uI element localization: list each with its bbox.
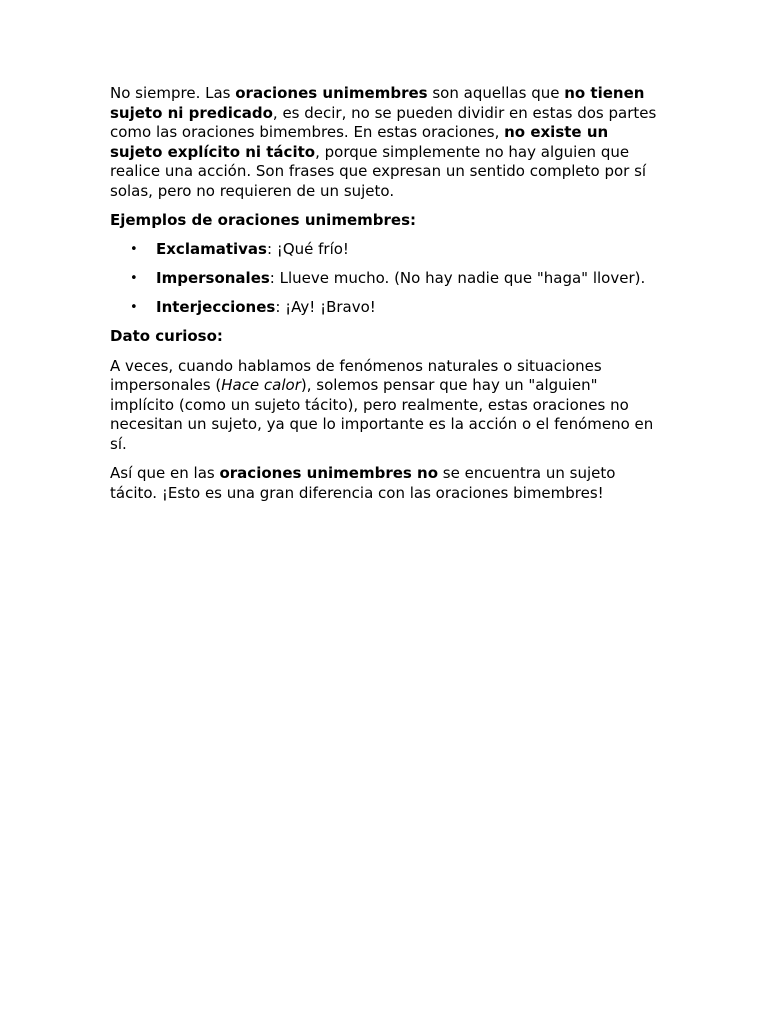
conclusion-paragraph [110, 464, 658, 503]
curious-text-2: ), solemos pensar que hay un "alguien" implícito (como un sujeto tácito), pero realmente, estas oraciones no necesitan un sujeto, ya que lo importante es la acción o el fenómeno en sí. [110, 376, 654, 453]
intro-text-1: No siempre. Las [110, 84, 236, 102]
intro-text-3: , es decir, no se pueden dividir en estas dos partes como las oraciones bimembres. En estas oraciones, [110, 103, 657, 142]
curious-italic-example: Hace calor [221, 376, 301, 395]
curious-heading-text: Dato curioso: [110, 327, 223, 346]
example-term: Impersonales [156, 269, 270, 288]
bullet-icon: • [130, 300, 138, 316]
example-item-interjecciones [110, 298, 658, 318]
intro-bold-2: no tienen sujeto ni predicado [110, 84, 645, 122]
intro-bold-3: no existe un sujeto explícito ni tácito [110, 123, 609, 161]
conclusion-text-2: se encuentra un sujeto tácito. ¡Esto es una gran diferencia con las oraciones bimembres! [110, 464, 616, 502]
examples-list [110, 240, 658, 318]
example-text: : ¡Qué frío! [266, 240, 349, 259]
conclusion-bold: oraciones unimembres no [219, 464, 439, 482]
curious-paragraph [110, 357, 658, 455]
intro-text-4: , porque simplemente no hay alguien que realice una acción. Son frases que expresan un sentido completo por sí solas, pero no requieren de un sujeto. [110, 142, 647, 200]
bullet-icon: • [130, 271, 138, 287]
intro-paragraph [110, 84, 658, 202]
example-text: : Llueve mucho. (No hay nadie que "haga" llover). [269, 269, 646, 288]
intro-text-2: son aquellas que [427, 84, 565, 102]
document-body [110, 84, 658, 513]
example-text: : ¡Ay! ¡Bravo! [275, 298, 376, 317]
conclusion-text-1: Así que en las [110, 464, 220, 482]
bullet-icon: • [130, 242, 138, 258]
example-term: Exclamativas [156, 240, 267, 259]
example-term: Interjecciones [156, 298, 276, 317]
intro-bold-1: oraciones unimembres [235, 84, 428, 102]
examples-heading-text: Ejemplos de oraciones unimembres: [110, 211, 416, 230]
curious-heading [110, 327, 658, 347]
curious-text-1: A veces, cuando hablamos de fenómenos naturales o situaciones impersonales ( [110, 356, 602, 395]
example-item-impersonales [110, 269, 658, 289]
examples-heading [110, 211, 658, 231]
example-item-exclamativas [110, 240, 658, 260]
